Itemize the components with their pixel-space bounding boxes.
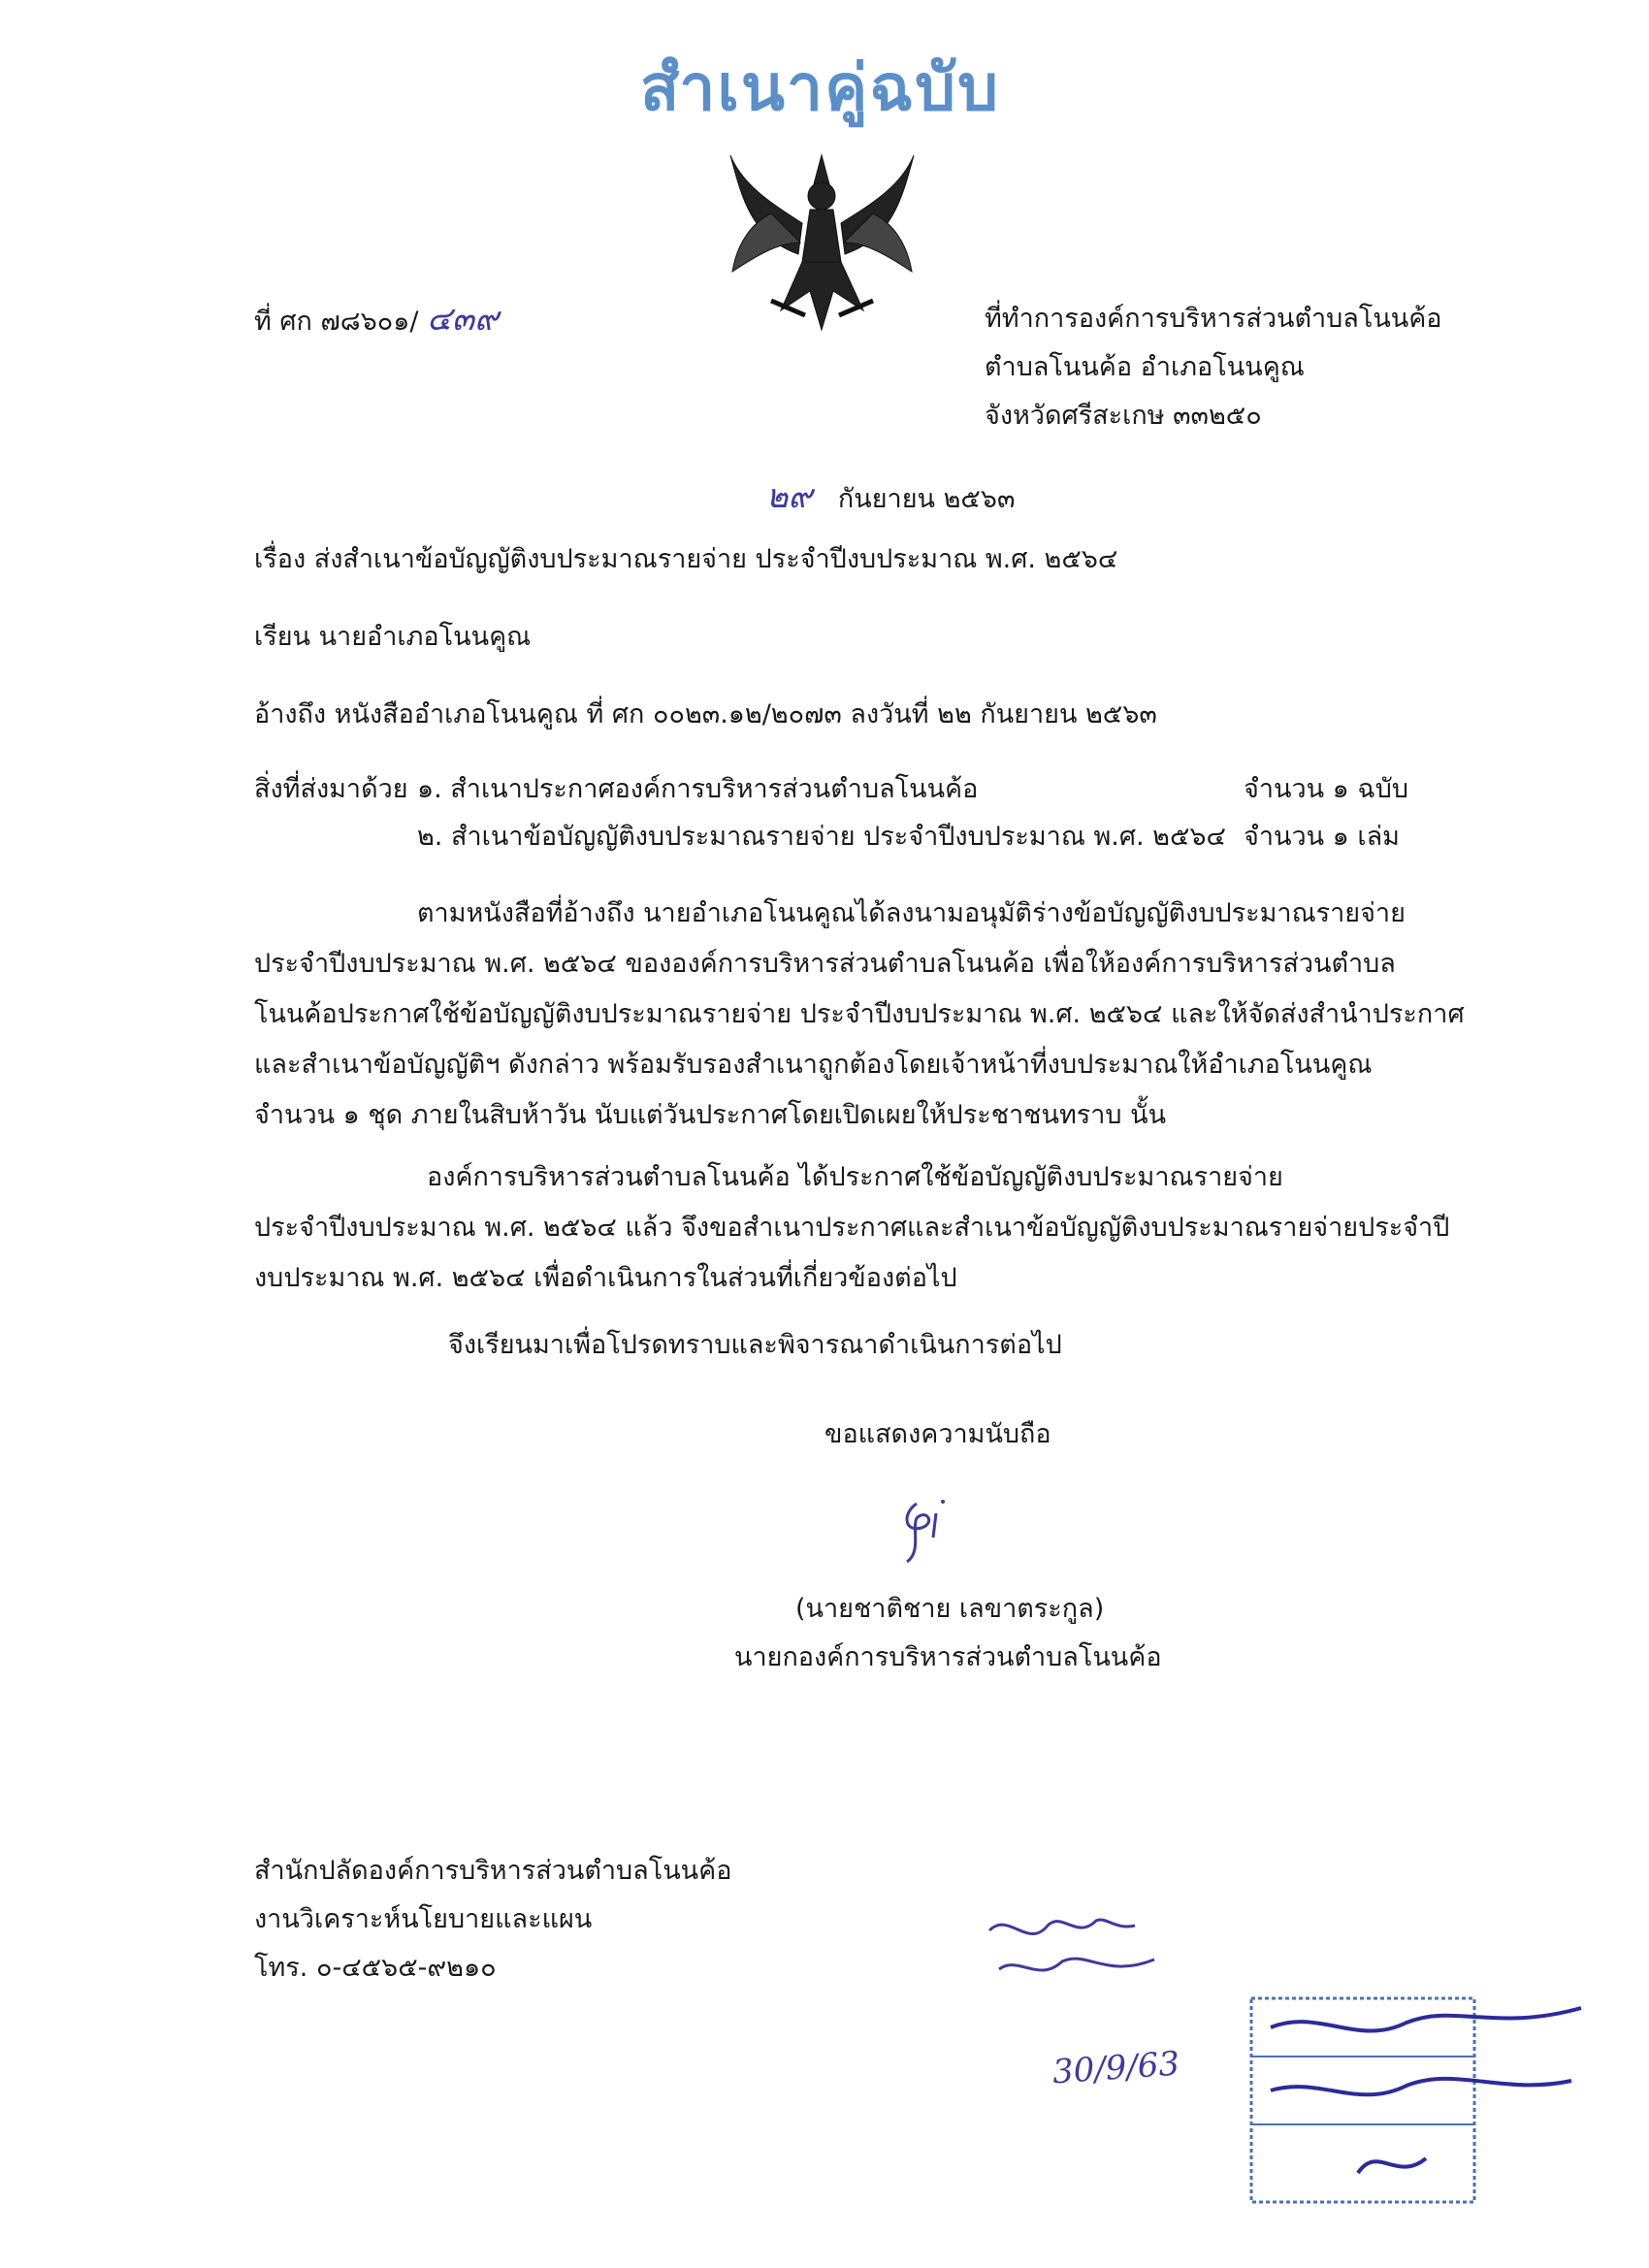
addressee-line: เรียน นายอำเภอโนนคูณ: [254, 622, 532, 652]
enclosure-qty-1: จำนวน ๑ ฉบับ: [1244, 774, 1409, 804]
body-para2-line2: ประจำปีงบประมาณ พ.ศ. ๒๕๖๔ แล้ว จึงขอสำเนาประกาศและสำเนาข้อบัญญัติงบประมาณรายจ่ายประจำปี: [254, 1213, 1450, 1243]
footer-unit: งานวิเคราะห์นโยบายและแผน: [254, 1904, 593, 1934]
body-para1-line1: ตามหนังสือที่อ้างถึง นายอำเภอโนนคูณได้ลงนามอนุมัติร่างข้อบัญญัติงบประมาณรายจ่าย: [417, 898, 1406, 928]
enclosure-item-2: ๒. สำเนาข้อบัญญัติงบประมาณรายจ่าย ประจำปีงบประมาณ พ.ศ. ๒๕๖๔: [417, 822, 1226, 852]
enclosure-item-1: ๑. สำเนาประกาศองค์การบริหารส่วนตำบลโนนค้อ: [417, 774, 979, 804]
copy-stamp-header: สำเนาคู่ฉบับ: [640, 50, 1000, 125]
letter-date: [766, 477, 1016, 516]
date-month-year: กันยายน ๒๕๖๓: [837, 484, 1016, 514]
garuda-emblem-icon: [713, 146, 931, 340]
enclosures-label: สิ่งที่ส่งมาด้วย: [254, 774, 408, 804]
office-address-line-3: จังหวัดศรีสะเกษ ๓๓๒๕๐: [985, 401, 1262, 431]
signature-icon: [883, 1484, 970, 1571]
office-address-line-2: ตำบลโนนค้อ อำเภอโนนคูณ: [985, 352, 1305, 382]
handwritten-note-date: 30/9/63: [1051, 2044, 1181, 2092]
body-para2-line3: งบประมาณ พ.ศ. ๒๕๖๔ เพื่อดำเนินการในส่วนที่เกี่ยวข้องต่อไป: [254, 1263, 957, 1293]
footer-department: สำนักปลัดองค์การบริหารส่วนตำบลโนนค้อ: [254, 1856, 732, 1886]
reference-prefix: ที่ ศก ๗๘๖๐๑/: [254, 307, 419, 337]
closing-line: ขอแสดงความนับถือ: [824, 1419, 1051, 1449]
handwritten-reference-number: ๔๓๙: [427, 300, 499, 339]
handwritten-day: ๒๙: [766, 477, 813, 516]
enclosure-qty-2: จำนวน ๑ เล่ม: [1244, 822, 1400, 852]
reference-number: [254, 300, 499, 339]
signatory-name: (นายชาติชาย เลขาตระกูล): [795, 1594, 1105, 1624]
body-para1-line2: ประจำปีงบประมาณ พ.ศ. ๒๕๖๔ ขององค์การบริหารส่วนตำบลโนนค้อ เพื่อให้องค์การบริหารส่วนตำบล: [254, 949, 1396, 979]
body-para1-line5: จำนวน ๑ ชุด ภายในสิบห้าวัน นับแต่วันประกาศโดยเปิดเผยให้ประชาชนทราบ นั้น: [254, 1100, 1167, 1130]
reference-line: อ้างถึง หนังสืออำเภอโนนคูณ ที่ ศก ๐๐๒๓.๑๒/๒๐๗๓ ลงวันที่ ๒๒ กันยายน ๒๕๖๓: [254, 699, 1157, 729]
office-address-line-1: ที่ทำการองค์การบริหารส่วนตำบลโนนค้อ: [985, 304, 1442, 334]
body-para3: จึงเรียนมาเพื่อโปรดทราบและพิจารณาดำเนินการต่อไป: [448, 1330, 1062, 1360]
body-para1-line3: โนนค้อประกาศใช้ข้อบัญญัติงบประมาณรายจ่าย ประจำปีงบประมาณ พ.ศ. ๒๕๖๔ และให้จัดส่งสำนำประกาศ: [254, 999, 1465, 1029]
subject-line: เรื่อง ส่งสำเนาข้อบัญญัติงบประมาณรายจ่าย ประจำปีงบประมาณ พ.ศ. ๒๕๖๔: [254, 544, 1118, 574]
body-para1-line4: และสำเนาข้อบัญญัติฯ ดังกล่าว พร้อมรับรองสำเนาถูกต้องโดยเจ้าหน้าที่งบประมาณให้อำเภอโนนคูณ: [254, 1050, 1373, 1080]
footer-phone: โทร. ๐-๔๕๖๕-๙๒๑๐: [254, 1953, 497, 1983]
body-para2-line1: องค์การบริหารส่วนตำบลโนนค้อ ได้ประกาศใช้ข้อบัญญัติงบประมาณรายจ่าย: [427, 1162, 1283, 1192]
received-stamp-icon: [1242, 1989, 1591, 2212]
signatory-title: นายกองค์การบริหารส่วนตำบลโนนค้อ: [734, 1642, 1162, 1672]
